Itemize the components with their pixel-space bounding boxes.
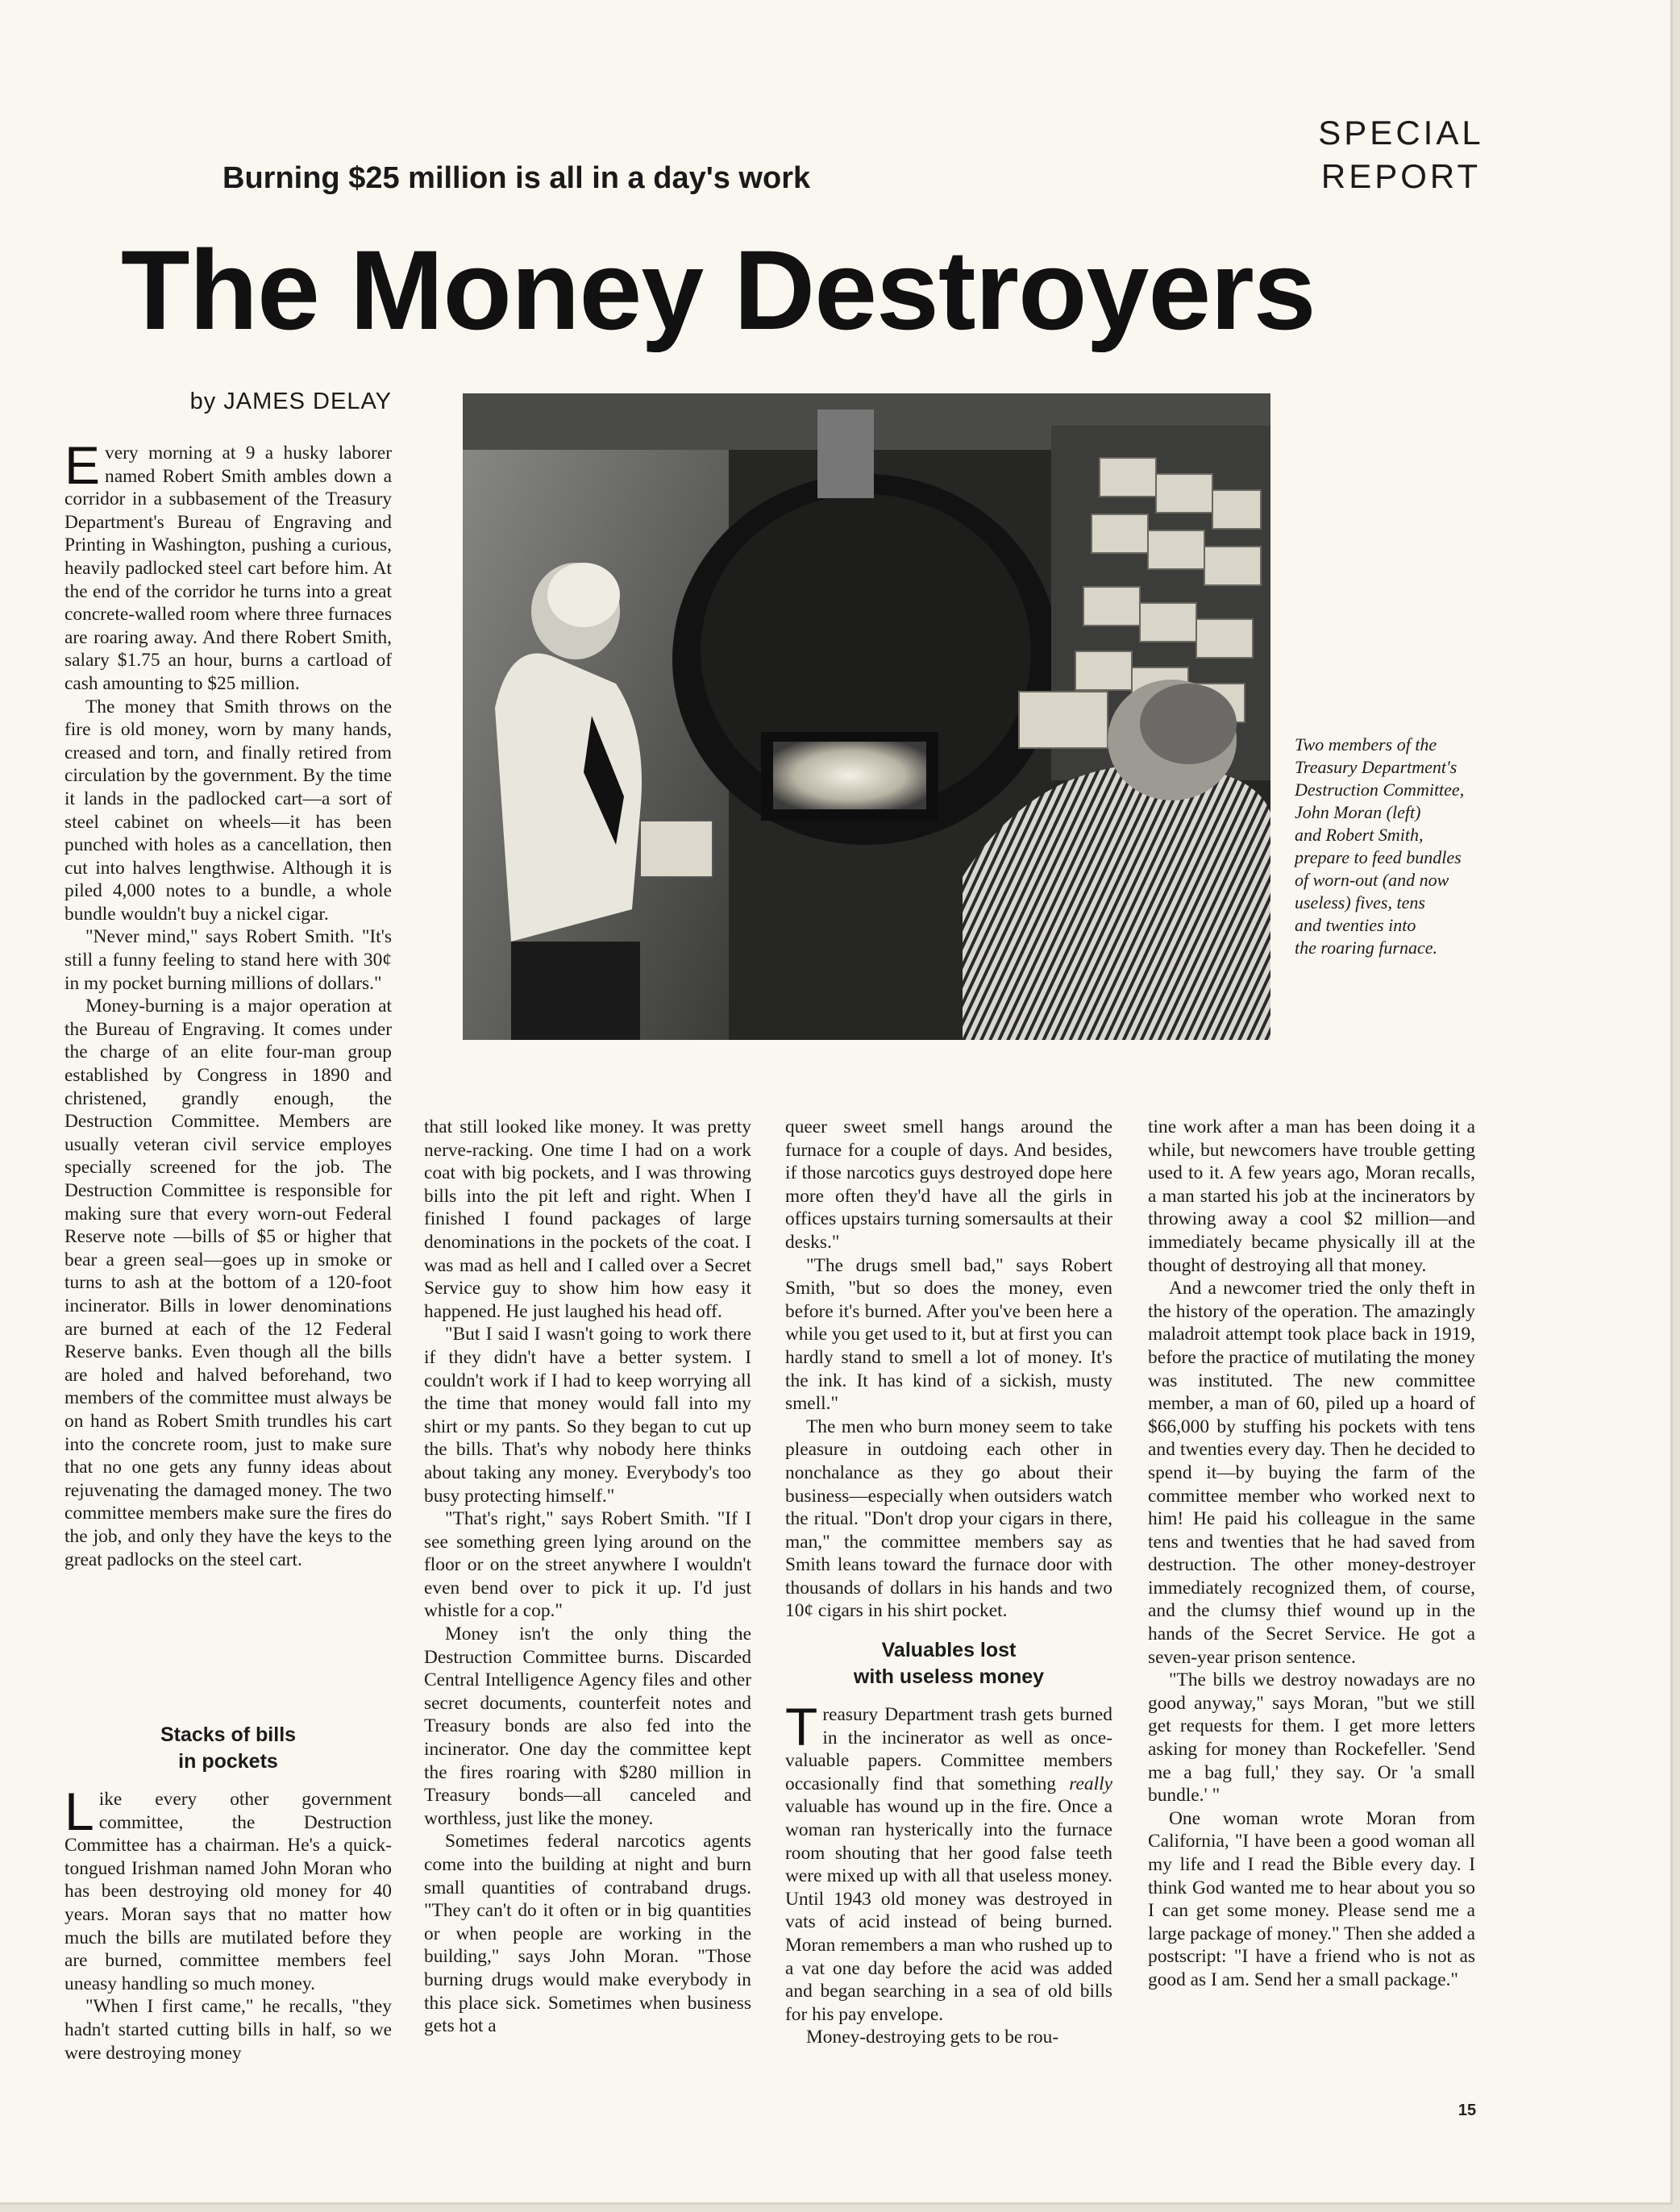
section-subhead: Valuables lost with useless money	[853, 1639, 1045, 1689]
special-report-line1: SPECIAL	[1318, 114, 1484, 152]
article-column-1	[64, 435, 392, 1571]
paragraph: "When I first came," he recalls, "they hadn't started cutting bills in half, so we were destroying money	[64, 1996, 392, 2064]
paragraph: tine work after a man has been doing it a while, but newcomers have trouble getting used to it. A few years ago, Moran recalls, a man started his job at the incinerators by throwing away a cool $2 million—and immediately became physically ill at the thought of destroying all that money.	[1148, 1116, 1475, 1276]
furnace-photo	[463, 393, 1270, 1040]
paragraph: Money-burning is a major operation at the Bureau of Engraving. It comes under the charge of an elite four-man group established by Congress in 1890 and christened, grandly enough, the Destruction Committee. Members are usually veteran civil service employes specially screened for the job. The Destruction Committee is responsible for making sure that every worn-out Federal Reserve note —bills of $5 or higher that bear a green seal—goes up in smoke or turns to ash at the bottom of a 120-foot incinerator. Bills in lower denominations are burned at each of the 12 Federal Reserve banks. Even though all the bills are holed and halved beforehand, two members of the committee must always be on hand as Robert Smith trundles his cart into the concrete room, just to make sure that no one gets any funny ideas about rejuvenating the damaged money. The two committee members make sure the fires do the job, and only they have the keys to the great padlocks on the steel cart.	[64, 996, 392, 1570]
paragraph: One woman wrote Moran from California, "I have been a good woman all my life and I read the Bible every day. I think God wanted me to hear about you so I can get some money. Please send me a large package of money." Then she added a postscript: "I have a friend who is not as good as I am. Send her a small package."	[1148, 1807, 1475, 1990]
article-column-4	[1148, 1116, 1475, 1992]
paragraph: Money isn't the only thing the Destruction Committee burns. Discarded Central Intelligence Agency files and other secret documents, counterfeit notes and Treasury bonds are also fed into the incinerator. One day the committee kept the fires roaring with $280 million in Treasury bonds—all canceled and worthless, just like the money.	[424, 1624, 751, 1829]
section-subhead: Stacks of bills in pockets	[160, 1723, 297, 1773]
paragraph: queer sweet smell hangs around the furnace for a couple of days. And besides, if those narcotics guys destroyed dope here more often they'd have all the girls in offices upstairs turning somersaults at their desks."	[785, 1116, 1112, 1253]
paragraph: Treasury Department trash gets burned in the incinerator as well as once-valuable papers. Committee members occasionally find that something really valuable has wound up in the fire. Once a woman ran hysterically into the furnace room shouting that her good false teeth were mixed up with all that useless money. Until 1943 old money was destroyed in vats of acid instead of being burned. Moran remembers a man who rushed up to a vat one day before the acid was added and began searching in a sea of old bills for his pay envelope.	[785, 1697, 1112, 2025]
paragraph: The money that Smith throws on the fire is old money, worn by many hands, creased and torn, and finally retired from circulation by the government. By the time it lands in the padlocked cart—a sort of steel cabinet on wheels—it has been punched with holes as a cancellation, then cut into halves lengthwise. Although it is piled 4,000 notes to a bundle, a whole bundle wouldn't buy a nickel cigar.	[64, 696, 392, 925]
byline: by JAMES DELAY	[189, 389, 392, 414]
drop-cap: E	[64, 435, 101, 495]
paragraph: And a newcomer tried the only theft in the history of the operation. The amazingly maladroit attempt took place back in 1919, before the practice of mutilating the money was instituted. The new committee member, a man of 60, piled up a hoard of $66,000 by stuffing his pockets with tens and twenties every day. Then he decided to spend it—by buying the farm of the committee member who worked next to him! He paid his colleague in the same tens and twenties that he had saved from destruction. The other money-destroyer immediately recognized them, of course, and the clumsy thief wound up in the hands of the Secret Service. He got a seven-year prison sentence.	[1148, 1278, 1475, 1668]
paragraph: Sometimes federal narcotics agents come into the building at night and burn small quantities of contraband drugs. "They can't do it often or in big quantities or when people are working in the building," says John Moran. "Those burning drugs would make everybody in this place sick. Sometimes when business gets hot a	[424, 1831, 751, 2037]
drop-cap: T	[785, 1697, 818, 1757]
article-title: The Money Destroyers	[121, 227, 1316, 353]
page-number: 15	[1458, 2102, 1477, 2119]
article-column-2	[424, 1116, 751, 2038]
paragraph: "But I said I wasn't going to work there if they didn't have a better system. I couldn't work if I had to keep worrying all the time that money would fall into my shirt or my pants. So they began to cut up the bills. That's why nobody here thinks about taking any money. Everybody's too busy protecting himself."	[424, 1324, 751, 1507]
paragraph: "The drugs smell bad," says Robert Smith, "but so does the money, even before it's burned. After you've been here a while you get used to it, but at first you can hardly stand to smell a lot of money. It's the ink. It has kind of a sickish, musty smell."	[785, 1254, 1113, 1415]
special-report-line2: REPORT	[1320, 157, 1482, 195]
article-subtitle: Burning $25 million is all in a day's work	[222, 161, 811, 195]
article-column-3	[785, 1116, 1112, 2049]
paragraph: Money-destroying gets to be rou-	[806, 2027, 1059, 2048]
drop-cap: L	[64, 1782, 94, 1841]
paragraph: Every morning at 9 a husky laborer named Robert Smith ambles down a corridor in a subbasement of the Treasury Department's Bureau of Engraving and Printing in Washington, pushing a curious, heavily padlocked steel cart before him. At the end of the corridor he turns into a great concrete-walled room where three furnaces are roaring away. And there Robert Smith, salary $1.75 an hour, burns a cartload of cash amounting to $25 million.	[64, 435, 392, 694]
paragraph: that still looked like money. It was pretty nerve-racking. One time I had on a work coat with big pockets, and I was throwing bills into the pit left and right. When I finished I found packages of large denominations in the pockets of the coat. I was mad as hell and I called over a Secret Service guy to show him how easy it happened. He just laughed his head off.	[424, 1116, 751, 1322]
article-column-1-continued	[64, 1707, 392, 2064]
paragraph: "That's right," says Robert Smith. "If I see something green lying around on the floor or on the street anywhere I wouldn't even bend over to pick it up. I'd just whistle for a cop."	[424, 1508, 751, 1622]
photo-caption: Two members of the Treasury Department's Destruction Committee, John Moran (left) and Robert Smith, prepare to feed bundles of worn-out (and now useless) fives, tens and twenties into the roaring furnace.	[1295, 734, 1465, 958]
paragraph: "The bills we destroy nowadays are no good anyway," says Moran, "but we still get requests for them. I get more letters asking for money than Rockefeller. 'Send me a bag full,' they say. Or 'a small bundle.' "	[1148, 1669, 1475, 1807]
special-report-label	[1288, 111, 1514, 198]
paragraph: "Never mind," says Robert Smith. "It's still a funny feeling to stand here with 30¢ in my pocket burning millions of dollars."	[64, 926, 392, 994]
paragraph: The men who burn money seem to take pleasure in outdoing each other in nonchalance as they go about their business—especially when outsiders watch the ritual. "Don't drop your cigars in there, man," the committee members say as Smith leans toward the furnace door with thousands of dollars in his hands and two 10¢ cigars in his shirt pocket.	[785, 1416, 1112, 1622]
paragraph: Like every other government committee, the Destruction Committee has a chairman. He's a quick-tongued Irishman named John Moran who has been destroying old money for 40 years. Moran says that no matter how much the bills are mutilated before they are burned, committee members feel uneasy handling so much money.	[64, 1782, 392, 1994]
